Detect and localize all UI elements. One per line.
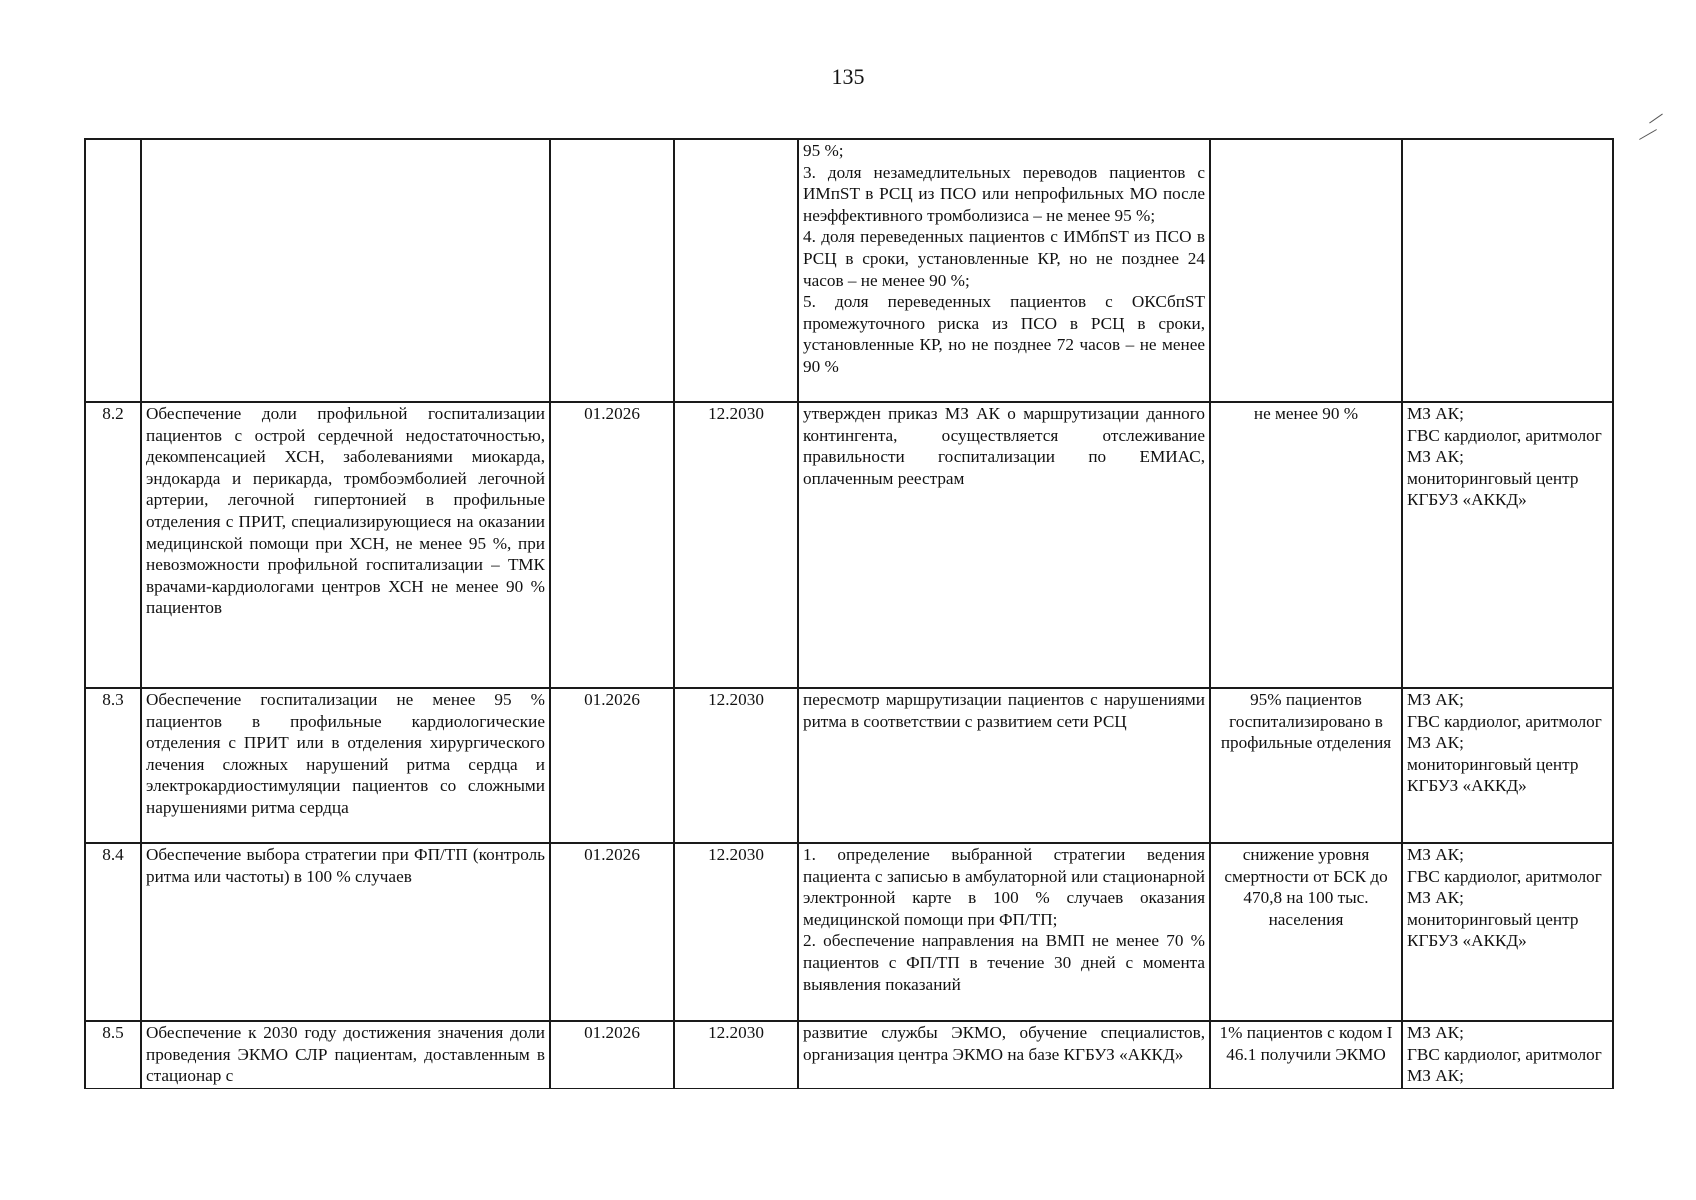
- responsible-cell: МЗ АК; ГВС кардиолог, аритмолог МЗ АК; мониторинговый центр КГБУЗ «АККД»: [1402, 402, 1613, 688]
- task-cell: Обеспечение выбора стратегии при ФП/ТП (контроль ритма или частоты) в 100 % случаев: [141, 843, 550, 1021]
- end-date-cell: 12.2030: [674, 402, 798, 688]
- result-cell: 95% пациентов госпитализировано в профильные отделения: [1210, 688, 1402, 843]
- responsible-cell: МЗ АК; ГВС кардиолог, аритмолог МЗ АК; мониторинговый центр КГБУЗ «АККД»: [1402, 843, 1613, 1021]
- result-cell: [1210, 139, 1402, 402]
- table-row: [85, 688, 1613, 843]
- task-cell: [141, 139, 550, 402]
- table-row: [85, 402, 1613, 688]
- result-cell: снижение уровня смертности от БСК до 470,8 на 100 тыс. населения: [1210, 843, 1402, 1021]
- responsible-cell: [1402, 139, 1613, 402]
- row-number-cell: 8.2: [85, 402, 141, 688]
- action-cell: развитие службы ЭКМО, обучение специалистов, организация центра ЭКМО на базе КГБУЗ «АККД»: [798, 1021, 1210, 1088]
- responsible-cell: МЗ АК; ГВС кардиолог, аритмолог МЗ АК;: [1402, 1021, 1613, 1088]
- task-cell: Обеспечение доли профильной госпитализации пациентов с острой сердечной недостаточностью, декомпенсацией ХСН, заболеваниями миокарда, эндокарда и перикарда, тромбоэмболией легочной артерии, легочной гипертонией в профильные отделения с ПРИТ, специализирующиеся на оказании медицинской помощи при ХСН, не менее 95 %, при невозможности профильной госпитализации – ТМК врачами-кардиологами центров ХСН не менее 90 % пациентов: [141, 402, 550, 688]
- start-date-cell: 01.2026: [550, 402, 674, 688]
- scan-artifact-mark: [1649, 114, 1663, 124]
- end-date-cell: 12.2030: [674, 688, 798, 843]
- action-cell: 95 %; 3. доля незамедлительных переводов пациентов с ИМпST в РСЦ из ПСО или непрофильных МО после неэффективного тромболизиса – не менее 95 %; 4. доля переведенных пациентов с ИМбпST из ПСО в РСЦ в сроки, установленные КР, но не позднее 24 часов – не менее 90 %; 5. доля переведенных пациентов с ОКСбпST промежуточного риска из ПСО в РСЦ в сроки, установленные КР, но не позднее 72 часов – не менее 90 %: [798, 139, 1210, 402]
- row-number-cell: 8.4: [85, 843, 141, 1021]
- table-row: [85, 843, 1613, 1021]
- responsible-cell: МЗ АК; ГВС кардиолог, аритмолог МЗ АК; мониторинговый центр КГБУЗ «АККД»: [1402, 688, 1613, 843]
- result-cell: 1% пациентов с кодом I 46.1 получили ЭКМО: [1210, 1021, 1402, 1088]
- table-row: [85, 1021, 1613, 1088]
- table-row: [85, 139, 1613, 402]
- row-number-cell: 8.3: [85, 688, 141, 843]
- scan-artifact-mark: [1639, 129, 1657, 140]
- row-number-cell: [85, 139, 141, 402]
- end-date-cell: 12.2030: [674, 1021, 798, 1088]
- action-cell: утвержден приказ МЗ АК о маршрутизации данного контингента, осуществляется отслеживание правильности госпитализации по ЕМИАС, оплаченным реестрам: [798, 402, 1210, 688]
- start-date-cell: [550, 139, 674, 402]
- end-date-cell: [674, 139, 798, 402]
- end-date-cell: 12.2030: [674, 843, 798, 1021]
- result-cell: не менее 90 %: [1210, 402, 1402, 688]
- plan-table: [84, 138, 1614, 1089]
- start-date-cell: 01.2026: [550, 688, 674, 843]
- start-date-cell: 01.2026: [550, 843, 674, 1021]
- task-cell: Обеспечение госпитализации не менее 95 % пациентов в профильные кардиологические отделения с ПРИТ или в отделения хирургического лечения сложных нарушений ритма сердца и электрокардиостимуляции пациентов со сложными нарушениями ритма сердца: [141, 688, 550, 843]
- start-date-cell: 01.2026: [550, 1021, 674, 1088]
- action-cell: пересмотр маршрутизации пациентов с нарушениями ритма в соответствии с развитием сети РСЦ: [798, 688, 1210, 843]
- action-cell: 1. определение выбранной стратегии ведения пациента с записью в амбулаторной или стационарной электронной карте в 100 % случаев оказания медицинской помощи при ФП/ТП; 2. обеспечение направления на ВМП не менее 70 % пациентов с ФП/ТП в течение 30 дней с момента выявления показаний: [798, 843, 1210, 1021]
- row-number-cell: 8.5: [85, 1021, 141, 1088]
- task-cell: Обеспечение к 2030 году достижения значения доли проведения ЭКМО СЛР пациентам, доставленным в стационар с: [141, 1021, 550, 1088]
- page-number: 135: [831, 64, 865, 89]
